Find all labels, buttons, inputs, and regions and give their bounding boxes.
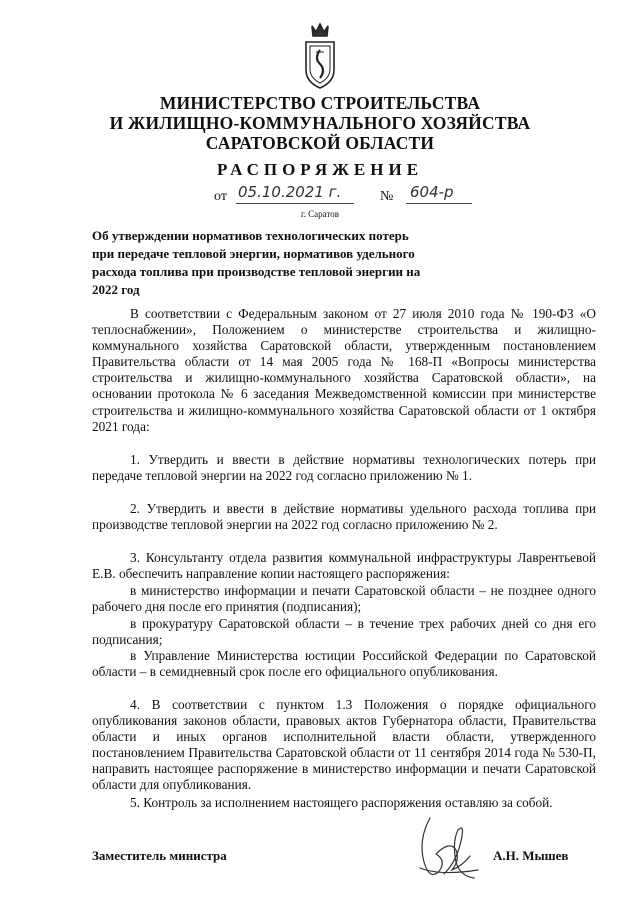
- date-underline: [236, 203, 354, 204]
- signer-name: А.Н. Мышев: [493, 848, 569, 863]
- date-handwritten: 05.10.2021 г.: [238, 183, 342, 201]
- city-label: г. Саратов: [301, 209, 339, 219]
- ministry-name-line-2: И ЖИЛИЩНО-КОММУНАЛЬНОГО ХОЗЯЙСТВА: [109, 113, 531, 133]
- preamble-paragraph: В соответствии с Федеральным законом от 27 июля 2010 года № 190-ФЗ «О теплоснабжении», Положением о министерстве строительства и жилищно-коммунального хозяйства Саратовской области, утвержденным постановлением Правительства области от 14 мая 2005 года № 168-П «Вопросы министерства строительства и жилищно-коммунального хозяйства Саратовской области», на основании протокола № 6 заседания Межведомственной комиссии при министерстве строительства и жилищно-коммунального хозяйства Саратовской области от 1 октября 2021 года:: [92, 306, 596, 434]
- number-sign: №: [380, 189, 394, 204]
- item-3c-paragraph: в Управление Министерства юстиции Российской Федерации по Саратовской области – в семидневный срок после его официального опубликования.: [92, 648, 596, 680]
- item-3-paragraph: 3. Консультанту отдела развития коммунальной инфраструктуры Лаврентьевой Е.В. обеспечить направление копии настоящего распоряжения:: [92, 550, 596, 582]
- item-4-paragraph: 4. В соответствии с пунктом 1.3 Положения о порядке официального опубликования законов области, правовых актов Губернатора области, Правительства области и иных органов исполнительной власти области, утвержденного постановлением Правительства Саратовской области от 11 сентября 2014 года № 530-П, направить настоящее распоряжение в министерство информации и печати Саратовской области для опубликования.: [92, 697, 596, 793]
- signer-position: Заместитель министра: [92, 848, 227, 863]
- handwritten-signature: [400, 810, 500, 892]
- item-1-paragraph: 1. Утвердить и ввести в действие нормативы технологических потерь при передаче тепловой энергии на 2022 год согласно приложению № 1.: [92, 452, 596, 484]
- item-3a-paragraph: в министерство информации и печати Саратовской области – не позднее одного рабочего дня после его принятия (подписания);: [92, 583, 596, 615]
- coat-of-arms-emblem: [300, 20, 340, 90]
- ministry-name-line-3: САРАТОВСКОЙ ОБЛАСТИ: [205, 133, 435, 153]
- item-2-paragraph: 2. Утвердить и ввести в действие нормативы удельного расхода топлива при производстве тепловой энергии на 2022 год согласно приложению № 2.: [92, 501, 596, 533]
- item-3b-paragraph: в прокуратуру Саратовской области – в течение трех рабочих дней со дня его подписания;: [92, 616, 596, 648]
- document-type-title: РАСПОРЯЖЕНИЕ: [216, 160, 424, 179]
- date-prefix: от: [214, 189, 227, 204]
- number-handwritten: 604-р: [410, 183, 454, 201]
- ministry-name-line-1: МИНИСТЕРСТВО СТРОИТЕЛЬСТВА: [159, 93, 481, 113]
- item-5-paragraph: 5. Контроль за исполнением настоящего распоряжения оставляю за собой.: [130, 795, 553, 810]
- document-subject: Об утверждении нормативов технологических потерь при передаче тепловой энергии, нормативов удельного расхода топлива при производстве тепловой энергии на 2022 год: [92, 228, 421, 297]
- number-underline: [406, 203, 472, 204]
- date-number-line: [214, 183, 494, 209]
